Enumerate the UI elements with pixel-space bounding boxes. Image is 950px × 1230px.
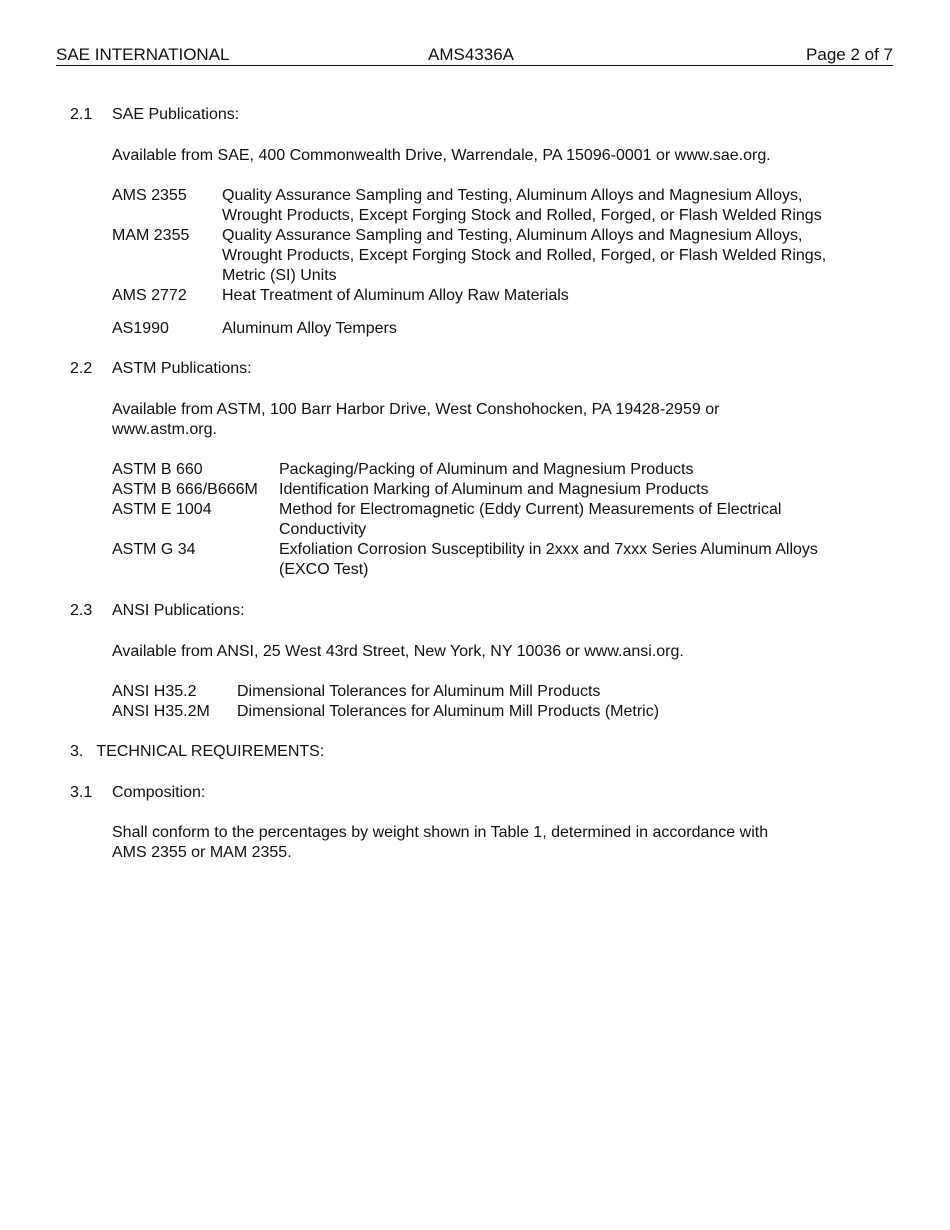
reference-title-line: Exfoliation Corrosion Susceptibility in 2xxx and 7xxx Series Aluminum Alloys (279, 541, 818, 558)
reference-title-line: Wrought Products, Except Forging Stock and Rolled, Forged, or Flash Welded Rings (222, 207, 822, 224)
section-heading: ASTM Publications: (112, 360, 252, 377)
reference-title (237, 682, 872, 702)
reference-title (222, 226, 872, 286)
body-text-line: AMS 2355 or MAM 2355. (112, 844, 292, 861)
reference-title-line: Wrought Products, Except Forging Stock and Rolled, Forged, or Flash Welded Rings, (222, 247, 827, 264)
reference-row (112, 319, 872, 339)
reference-code: AMS 2355 (112, 187, 187, 204)
header-page-number: Page 2 of 7 (806, 45, 893, 64)
section-heading: Composition: (112, 784, 206, 801)
reference-title-line: Heat Treatment of Aluminum Alloy Raw Materials (222, 287, 569, 304)
availability-text-line: Available from ASTM, 100 Barr Harbor Drive, West Conshohocken, PA 19428-2959 or (112, 401, 720, 418)
reference-row (112, 226, 872, 286)
section-number: 2.1 (70, 106, 93, 123)
section-number: 2.2 (70, 360, 93, 377)
header-document-number: AMS4336A (428, 45, 514, 64)
section-number: 2.3 (70, 602, 93, 619)
body-text-line: Shall conform to the percentages by weight shown in Table 1, determined in accordance with (112, 824, 769, 841)
reference-title (279, 500, 872, 540)
reference-row (112, 702, 872, 722)
reference-row (112, 540, 872, 580)
reference-code: ASTM G 34 (112, 541, 196, 558)
section-heading-technical-requirements: 3. TECHNICAL REQUIREMENTS: (70, 743, 325, 760)
reference-title-line: Method for Electromagnetic (Eddy Current) Measurements of Electrical (279, 501, 782, 518)
reference-title-line: Conductivity (279, 521, 367, 538)
reference-code: MAM 2355 (112, 227, 190, 244)
reference-row (112, 460, 872, 480)
reference-list (112, 186, 872, 339)
reference-list (112, 682, 872, 722)
section-heading: SAE Publications: (112, 106, 240, 123)
reference-title (279, 540, 872, 580)
reference-code: ASTM B 666/B666M (112, 481, 258, 498)
page-header (56, 45, 893, 66)
reference-title-line: Dimensional Tolerances for Aluminum Mill Products (237, 683, 601, 700)
reference-title-line: Quality Assurance Sampling and Testing, Aluminum Alloys and Magnesium Alloys, (222, 227, 803, 244)
reference-title-line: Metric (SI) Units (222, 267, 337, 284)
reference-title-line: Quality Assurance Sampling and Testing, Aluminum Alloys and Magnesium Alloys, (222, 187, 803, 204)
reference-row (112, 682, 872, 702)
reference-title-line: Packaging/Packing of Aluminum and Magnesium Products (279, 461, 694, 478)
reference-title (222, 186, 872, 226)
reference-title (237, 702, 872, 722)
section-heading: ANSI Publications: (112, 602, 245, 619)
reference-list (112, 460, 872, 580)
reference-title (222, 286, 872, 306)
reference-row (112, 186, 872, 226)
reference-row (112, 500, 872, 540)
header-organization: SAE INTERNATIONAL (56, 45, 230, 64)
reference-code: AMS 2772 (112, 287, 187, 304)
reference-title-line: (EXCO Test) (279, 561, 369, 578)
reference-code: ANSI H35.2 (112, 683, 197, 700)
section-number: 3.1 (70, 784, 93, 801)
reference-row (112, 480, 872, 500)
reference-title (279, 480, 872, 500)
reference-title-line: Dimensional Tolerances for Aluminum Mill Products (Metric) (237, 703, 660, 720)
reference-code: ASTM E 1004 (112, 501, 212, 518)
availability-text-line: www.astm.org. (112, 421, 217, 438)
reference-code: ANSI H35.2M (112, 703, 210, 720)
reference-row (112, 286, 872, 306)
reference-title (279, 460, 872, 480)
reference-title (222, 319, 872, 339)
reference-code: AS1990 (112, 320, 169, 337)
reference-title-line: Aluminum Alloy Tempers (222, 320, 397, 337)
reference-title-line: Identification Marking of Aluminum and Magnesium Products (279, 481, 709, 498)
availability-text: Available from ANSI, 25 West 43rd Street, New York, NY 10036 or www.ansi.org. (112, 643, 684, 660)
reference-code: ASTM B 660 (112, 461, 203, 478)
availability-text: Available from SAE, 400 Commonwealth Drive, Warrendale, PA 15096-0001 or www.sae.org. (112, 147, 771, 164)
